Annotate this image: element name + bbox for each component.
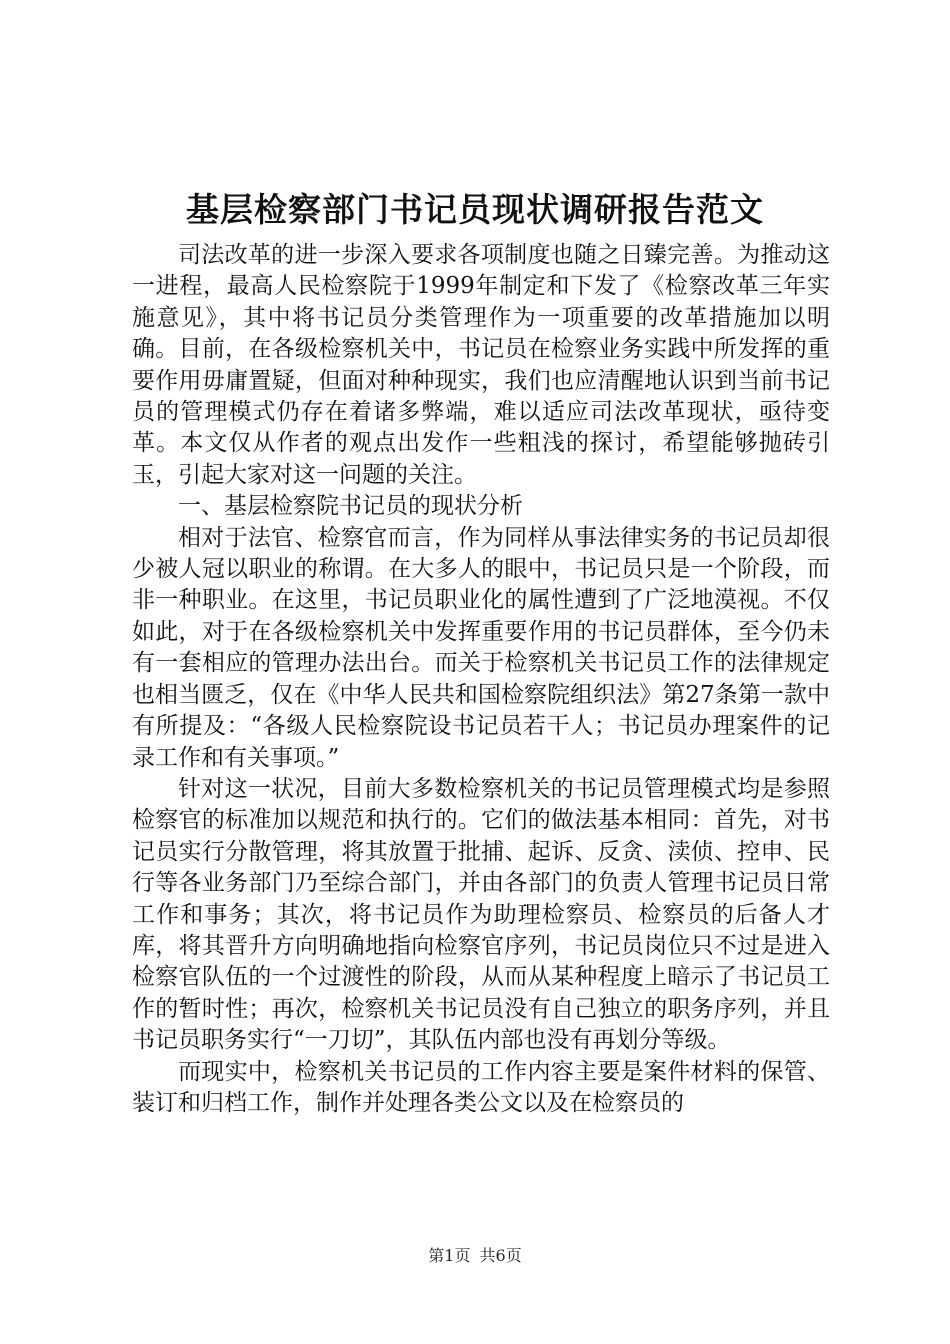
paragraph-work-content: 而现实中，检察机关书记员的工作内容主要是案件材料的保管、装订和归档工作，制作并处理各类公文以及在检察员的 bbox=[132, 1058, 830, 1116]
document-body bbox=[132, 240, 830, 1119]
page-number: 第1页 bbox=[428, 1246, 471, 1265]
paragraph-intro: 司法改革的进一步深入要求各项制度也随之日臻完善。为推动这一进程，最高人民检察院于1999年制定和下发了《检察改革三年实施意见》，其中将书记员分类管理作为一项重要的改革措施加以明确。目前，在各级检察机关中，书记员在检察业务实践中所发挥的重要作用毋庸置疑，但面对种种现实，我们也应清醒地认识到当前书记员的管理模式仍存在着诸多弊端，难以适应司法改革现状，亟待变革。本文仅从作者的观点出发作一些粗浅的探讨，希望能够抛砖引玉，引起大家对这一问题的关注。 bbox=[132, 242, 830, 488]
page-footer bbox=[0, 1244, 950, 1268]
page-total: 共6页 bbox=[479, 1246, 522, 1265]
paragraph-management-model: 针对这一状况，目前大多数检察机关的书记员管理模式均是参照检察官的标准加以规范和执行的。它们的做法基本相同：首先，对书记员实行分散管理，将其放置于批捕、起诉、反贪、渎侦、控申、民行等各业务部门乃至综合部门，并由各部门的负责人管理书记员日常工作和事务；其次，将书记员作为助理检察员、检察员的后备人才库，将其晋升方向明确地指向检察官序列，书记员岗位只不过是进入检察官队伍的一个过渡性的阶段，从而从某种程度上暗示了书记员工作的暂时性；再次，检察机关书记员没有自己独立的职务序列，并且书记员职务实行“一刀切”，其队伍内部也没有再划分等级。 bbox=[132, 775, 830, 1054]
document-title: 基层检察部门书记员现状调研报告范文 bbox=[186, 190, 764, 229]
paragraph-status: 相对于法官、检察官而言，作为同样从事法律实务的书记员却很少被人冠以职业的称谓。在大多人的眼中，书记员只是一个阶段，而非一种职业。在这里，书记员职业化的属性遭到了广泛地漠视。不仅如此，对于在各级检察机关中发挥重要作用的书记员群体，至今仍未有一套相应的管理办法出台。而关于检察机关书记员工作的法律规定也相当匮乏，仅在《中华人民共和国检察院组织法》第27条第一款中有所提及：“各级人民检察院设书记员若干人；书记员办理案件的记录工作和有关事项。” bbox=[132, 524, 830, 771]
section-heading-1: 一、基层检察院书记员的现状分析 bbox=[178, 493, 523, 520]
